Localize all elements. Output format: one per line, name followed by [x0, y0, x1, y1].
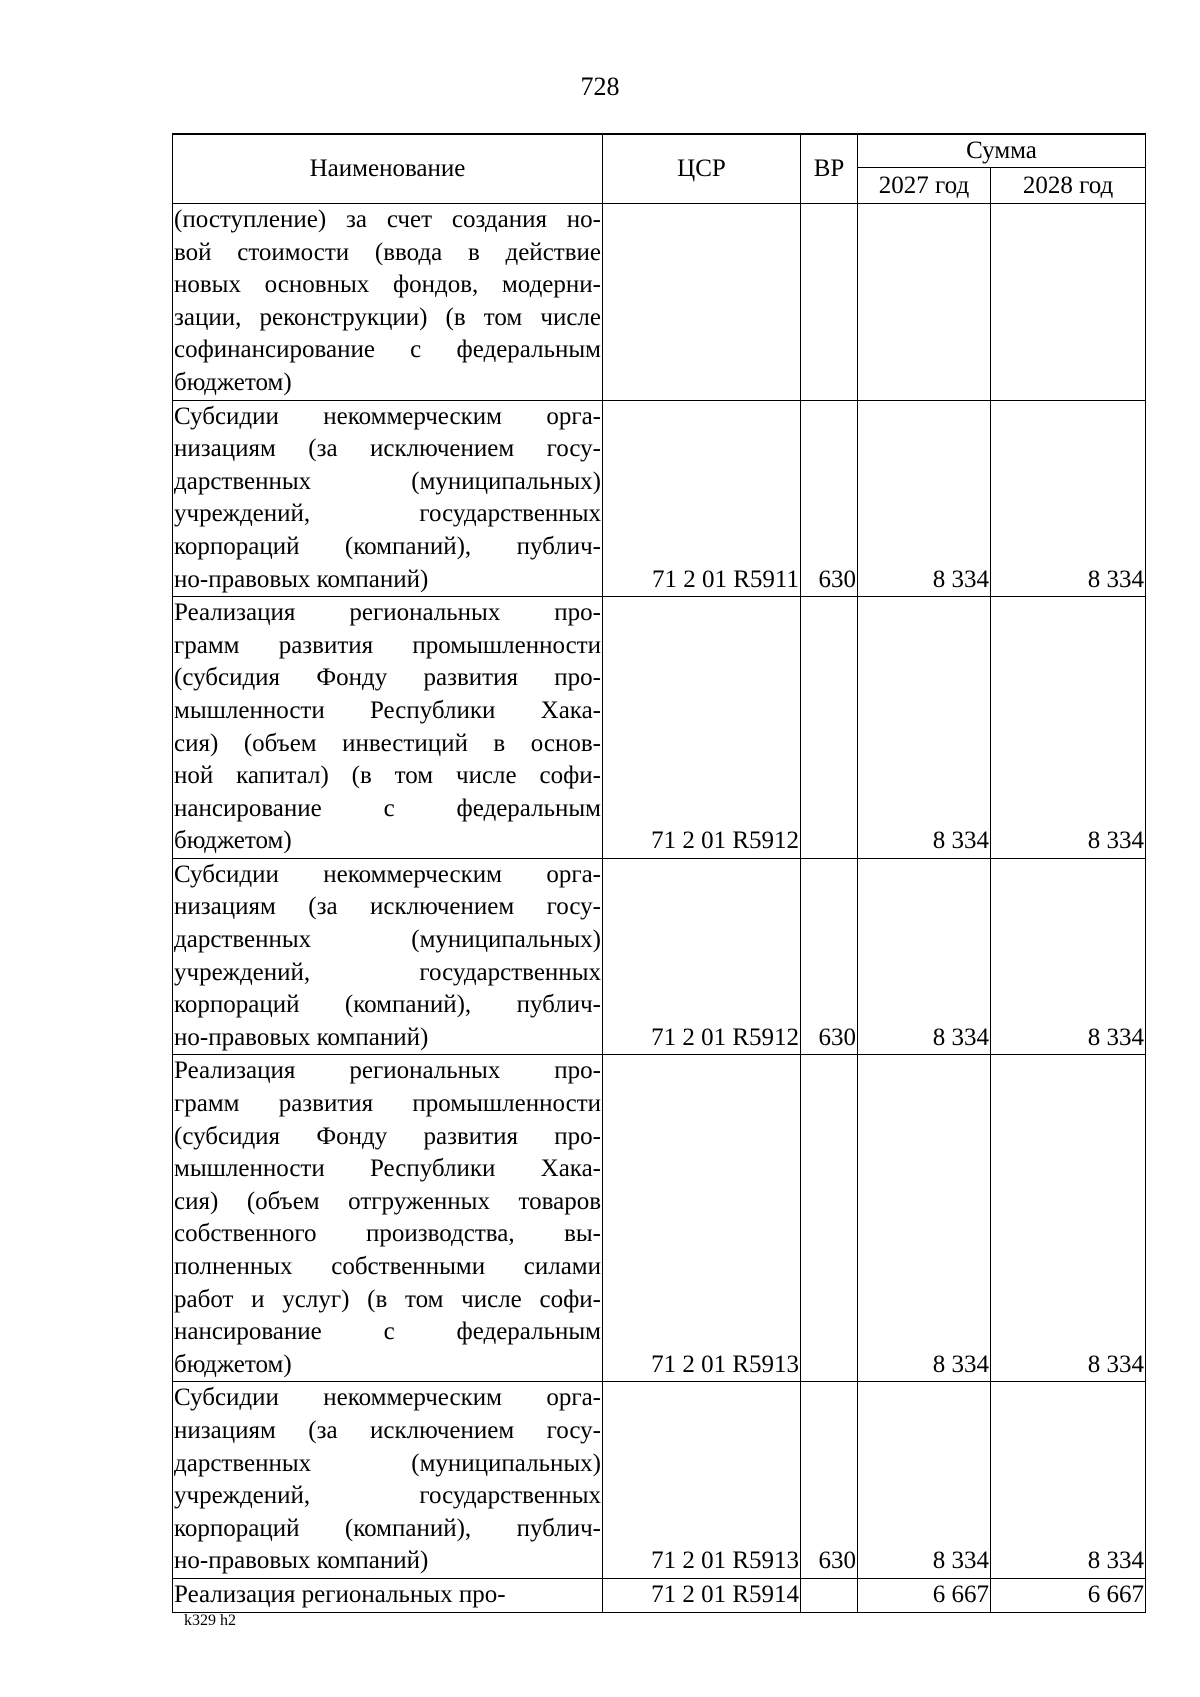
row-2027-cell: 6 667: [858, 1578, 991, 1612]
row-name-line: нансирование с федеральным: [174, 1318, 601, 1346]
row-name-line: низациям (за исключением госу-: [174, 893, 601, 921]
header-sum: Сумма: [858, 134, 1146, 168]
header-name: Наименование: [173, 134, 603, 204]
row-name-line: Субсидии некоммерческим орга-: [174, 402, 601, 430]
budget-table: [172, 133, 1146, 1613]
row-name-cell: [173, 1055, 603, 1382]
row-csr-cell: 71 2 01 R5913: [603, 1055, 801, 1382]
row-name-line: Реализация региональных про-: [174, 599, 601, 627]
footer-code: k329 h2: [184, 1612, 236, 1629]
row-name-line: (субсидия Фонду развития про-: [174, 664, 601, 692]
row-name-line: низациям (за исключением госу-: [174, 1416, 601, 1444]
row-2027-cell: 8 334: [858, 1055, 991, 1382]
row-csr-cell: 71 2 01 R5914: [603, 1578, 801, 1612]
table-row: [173, 1055, 1146, 1382]
row-name-cell: [173, 1382, 603, 1579]
row-name-line: (поступление) за счет создания но-: [174, 206, 601, 233]
row-name-line: дарственных (муниципальных): [174, 467, 601, 495]
row-name-line: но-правовых компаний): [174, 1547, 429, 1575]
table-row: [173, 597, 1146, 859]
row-vr-cell: [801, 597, 858, 859]
row-name-line: дарственных (муниципальных): [174, 1449, 601, 1477]
row-name-cell: [173, 400, 603, 597]
row-name-line: Реализация региональных про-: [174, 1057, 601, 1085]
row-vr-cell: [801, 1055, 858, 1382]
row-name-line: зации, реконструкции) (в том числе: [174, 303, 601, 331]
row-2028-cell: 6 667: [991, 1578, 1146, 1612]
header-year-2028: 2028 год: [991, 168, 1146, 204]
row-name-line: бюджетом): [174, 368, 292, 396]
row-2028-cell: 8 334: [991, 597, 1146, 859]
row-name-line: полненных собственными силами: [174, 1253, 601, 1280]
row-name-line: работ и услуг) (в том числе софи-: [174, 1285, 601, 1313]
row-csr-cell: 71 2 01 R5913: [603, 1382, 801, 1579]
row-name-cell: [173, 204, 603, 401]
table-row: [173, 1382, 1146, 1579]
row-csr-cell: 71 2 01 R5912: [603, 858, 801, 1055]
row-name-line: мышленности Республики Хака-: [174, 696, 601, 724]
header-vr: ВР: [801, 134, 858, 204]
row-name-line: софинансирование с федеральным: [174, 336, 601, 364]
row-name-line: сия) (объем инвестиций в основ-: [174, 729, 601, 757]
row-name-line: нансирование с федеральным: [174, 794, 601, 822]
row-name-line: Реализация региональных про-: [174, 1580, 506, 1608]
row-vr-cell: [801, 1578, 858, 1612]
table-body: [173, 204, 1146, 1613]
row-name-line: (субсидия Фонду развития про-: [174, 1122, 601, 1150]
row-name-line: собственного производства, вы-: [174, 1220, 601, 1248]
row-name-line: учреждений, государственных: [174, 958, 601, 986]
row-name-line: грамм развития промышленности: [174, 631, 601, 659]
row-csr-cell: 71 2 01 R5911: [603, 400, 801, 597]
row-name-line: сия) (объем отгруженных товаров: [174, 1187, 601, 1215]
row-2027-cell: [858, 204, 991, 401]
row-name-line: учреждений, государственных: [174, 1482, 601, 1510]
row-2028-cell: [991, 204, 1146, 401]
row-2028-cell: 8 334: [991, 400, 1146, 597]
row-name-line: новых основных фондов, модерни-: [174, 271, 601, 299]
row-csr-cell: [603, 204, 801, 401]
row-name-cell: [173, 597, 603, 859]
row-2027-cell: 8 334: [858, 858, 991, 1055]
table-row: [173, 400, 1146, 597]
row-name-line: ной капитал) (в том числе софи-: [174, 762, 601, 790]
row-2028-cell: 8 334: [991, 858, 1146, 1055]
row-name-cell: [173, 1578, 603, 1612]
row-name-line: корпораций (компаний), публич-: [174, 532, 601, 560]
row-name-cell: [173, 858, 603, 1055]
table-row: [173, 1578, 1146, 1612]
row-2027-cell: 8 334: [858, 400, 991, 597]
row-vr-cell: 630: [801, 1382, 858, 1579]
header-year-2027: 2027 год: [858, 168, 991, 204]
page-number: 728: [580, 72, 620, 101]
row-2027-cell: 8 334: [858, 597, 991, 859]
row-name-line: бюджетом): [174, 827, 292, 855]
row-2027-cell: 8 334: [858, 1382, 991, 1579]
row-vr-cell: 630: [801, 400, 858, 597]
header-csr: ЦСР: [603, 134, 801, 204]
row-name-line: учреждений, государственных: [174, 500, 601, 528]
row-csr-cell: 71 2 01 R5912: [603, 597, 801, 859]
row-name-line: дарственных (муниципальных): [174, 926, 601, 954]
row-name-line: мышленности Республики Хака-: [174, 1155, 601, 1183]
row-2028-cell: 8 334: [991, 1382, 1146, 1579]
row-name-line: но-правовых компаний): [174, 1023, 429, 1051]
row-name-line: бюджетом): [174, 1350, 292, 1378]
row-vr-cell: 630: [801, 858, 858, 1055]
table-header: [173, 134, 1146, 204]
row-name-line: корпораций (компаний), публич-: [174, 991, 601, 1019]
table-row: [173, 858, 1146, 1055]
row-name-line: Субсидии некоммерческим орга-: [174, 860, 601, 888]
row-2028-cell: 8 334: [991, 1055, 1146, 1382]
row-name-line: Субсидии некоммерческим орга-: [174, 1384, 601, 1412]
row-name-line: вой стоимости (ввода в действие: [174, 238, 601, 266]
row-name-line: грамм развития промышленности: [174, 1090, 601, 1118]
row-name-line: низациям (за исключением госу-: [174, 435, 601, 463]
row-vr-cell: [801, 204, 858, 401]
table-row: [173, 204, 1146, 401]
row-name-line: но-правовых компаний): [174, 565, 429, 593]
row-name-line: корпораций (компаний), публич-: [174, 1514, 601, 1542]
